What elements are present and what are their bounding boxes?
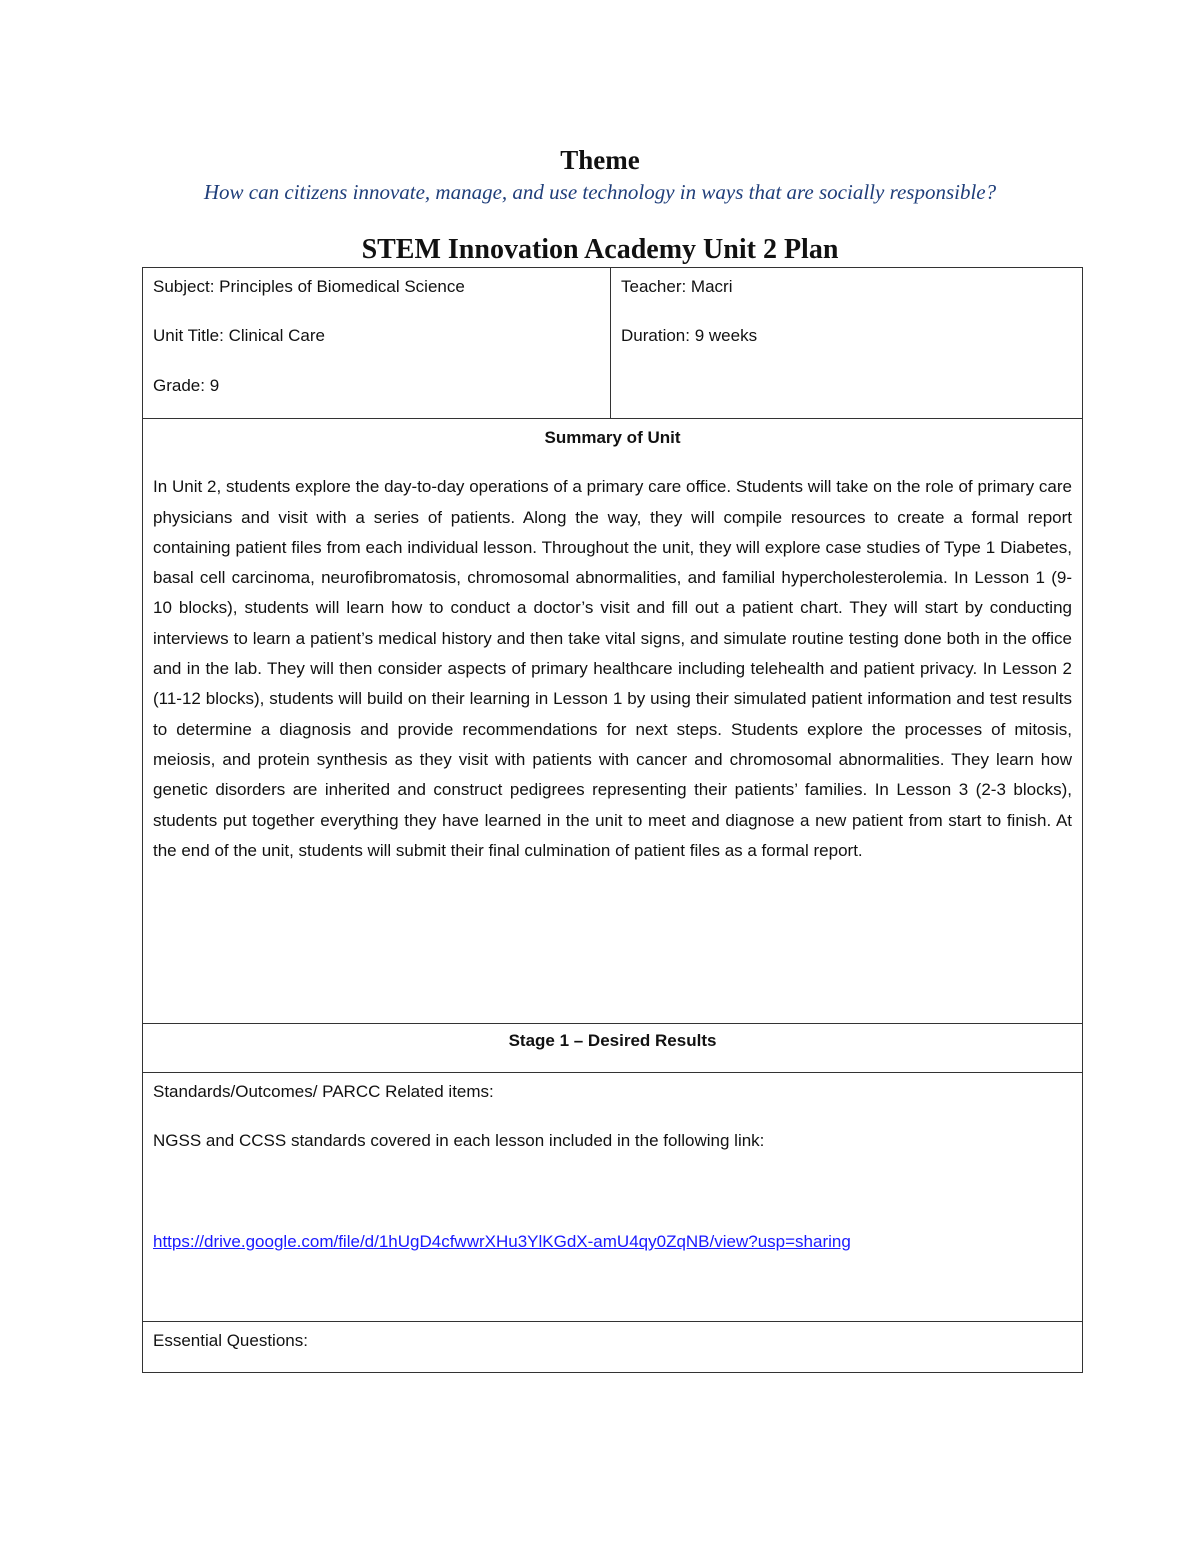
theme-title: Theme (560, 145, 640, 175)
standards-cell (143, 1073, 1083, 1322)
unit-info-right-cell (611, 268, 1083, 419)
unit-plan-table (142, 267, 1083, 1373)
subject-field: Subject: Principles of Biomedical Science (153, 277, 465, 296)
unit-title-field: Unit Title: Clinical Care (153, 326, 325, 346)
grade-field: Grade: 9 (153, 375, 220, 395)
essential-questions-label: Essential Questions: (153, 1331, 308, 1350)
essential-questions-row (143, 1322, 1083, 1373)
standards-link[interactable]: https://drive.google.com/file/d/1hUgD4cfwwrXHu3YlKGdX-amU4qy0ZqNB/view?usp=sharing (153, 1231, 851, 1251)
essential-questions-cell (143, 1322, 1083, 1373)
duration-field: Duration: 9 weeks (621, 326, 758, 346)
theme-question: How can citizens innovate, manage, and use technology in ways that are socially responsible? (203, 180, 997, 204)
plan-title: STEM Innovation Academy Unit 2 Plan (361, 234, 839, 265)
stage1-heading-cell (143, 1024, 1083, 1073)
standards-row (143, 1073, 1083, 1322)
unit-info-row (143, 268, 1083, 419)
summary-heading: Summary of Unit (544, 428, 681, 447)
stage1-heading-row (143, 1024, 1083, 1073)
standards-note: NGSS and CCSS standards covered in each lesson included in the following link: (153, 1131, 765, 1151)
summary-text: In Unit 2, students explore the day-to-day operations of a primary care office. Students will take on the role of primary care physicians and visit with a series of patients. Along the way, they will compile resources to create a formal report containing patient files from each individual lesson. Throughout the unit, they will explore case studies of Type 1 Diabetes, basal cell carcinoma, neurofibromatosis, chromosomal abnormalities, and familial hypercholesterolemia. In Lesson 1 (9-10 blocks), students will learn how to conduct a doctor’s visit and fill out a patient chart. They will start by conducting interviews to learn a patient’s medical history and then take vital signs, and simulate routine testing done both in the office and in the lab. They will then consider aspects of primary healthcare including telehealth and patient privacy. In Lesson 2 (11-12 blocks), students will build on their learning in Lesson 1 by using their simulated patient information and test results to determine a diagnosis and provide recommendations for next steps. Students explore the processes of mitosis, meiosis, and protein synthesis as they visit with patients with cancer and chromosomal abnormalities. They learn how genetic disorders are inherited and construct pedigrees representing their patients’ families. In Lesson 3 (2-3 blocks), students put together everything they have learned in the unit to meet and diagnose a new patient from start to finish. At the end of the unit, students will submit their final culmination of patient files as a formal report. (153, 477, 1072, 860)
summary-row (143, 419, 1083, 1024)
summary-cell (143, 419, 1083, 1024)
standards-label: Standards/Outcomes/ PARCC Related items: (153, 1082, 494, 1101)
unit-info-left-cell (143, 268, 611, 419)
stage1-heading: Stage 1 – Desired Results (508, 1031, 717, 1050)
teacher-field: Teacher: Macri (621, 277, 733, 296)
